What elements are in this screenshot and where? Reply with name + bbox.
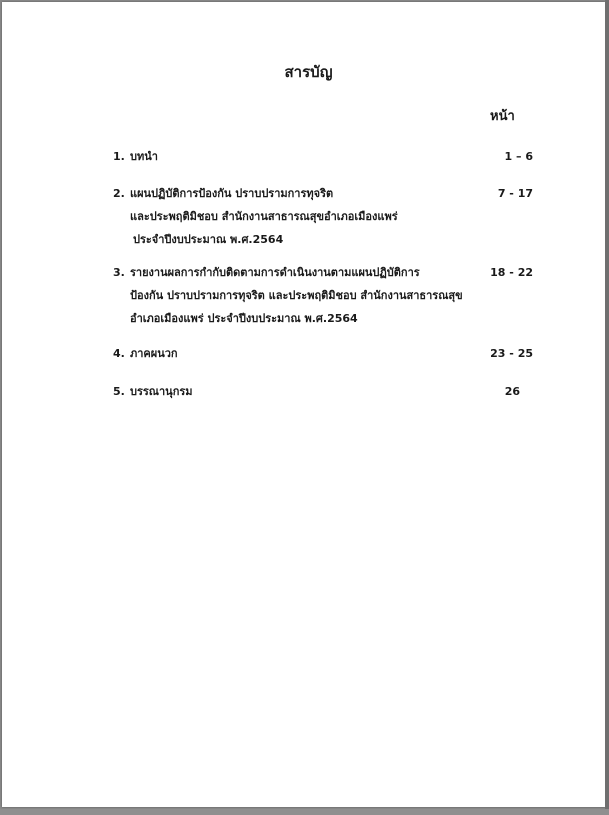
toc-entry-line: ภาคผนวก	[130, 347, 178, 360]
toc-entry-3	[113, 261, 533, 330]
toc-entry-number: 3.	[113, 266, 125, 279]
toc-entry-1	[113, 145, 533, 168]
scan-edge-right	[605, 0, 609, 815]
toc-entry-2	[113, 182, 533, 251]
toc-entry-line: ประจำปีงบประมาณ พ.ศ.2564	[133, 233, 284, 246]
document-page	[2, 2, 605, 807]
toc-entry-pages: 23 - 25	[490, 347, 533, 360]
toc-entry-line: ป้องกัน ปราบปรามการทุจริต และประพฤติมิชอบ สำนักงานสาธารณสุข	[130, 289, 463, 302]
toc-entry-text	[130, 261, 533, 330]
toc-entry-number: 4.	[113, 347, 125, 360]
toc-entry-number: 2.	[113, 187, 125, 200]
toc-entry-pages: 7 - 17	[497, 187, 533, 200]
toc-entry-line: รายงานผลการกำกับติดตามการดำเนินงานตามแผนปฏิบัติการ	[130, 266, 420, 279]
toc-entry-number: 1.	[113, 150, 125, 163]
toc-entry-pages: 1 – 6	[504, 150, 533, 163]
toc-entry-line: และประพฤติมิชอบ สำนักงานสาธารณสุขอำเภอเมืองแพร่	[130, 210, 398, 223]
toc-entry-pages: 18 - 22	[490, 266, 533, 279]
toc-entry-5	[113, 380, 533, 403]
toc-entry-line: บรรณานุกรม	[130, 385, 193, 398]
toc-entry-text	[130, 342, 533, 365]
page-number-column-header: หน้า	[490, 109, 515, 124]
toc-entry-4	[113, 342, 533, 365]
toc-entry-line: แผนปฏิบัติการป้องกัน ปราบปรามการทุจริต	[130, 187, 334, 200]
toc-entry-text	[130, 380, 533, 403]
toc-entry-number: 5.	[113, 385, 125, 398]
toc-entry-pages: 26	[504, 385, 520, 398]
scan-edge-bottom	[0, 809, 609, 815]
toc-entry-text	[130, 145, 533, 168]
toc-entry-line: บทนำ	[130, 150, 158, 163]
toc-entry-text	[130, 182, 533, 251]
page-title: สารบัญ	[284, 63, 333, 81]
toc-entry-line: อำเภอเมืองแพร่ ประจำปีงบประมาณ พ.ศ.2564	[130, 312, 358, 325]
